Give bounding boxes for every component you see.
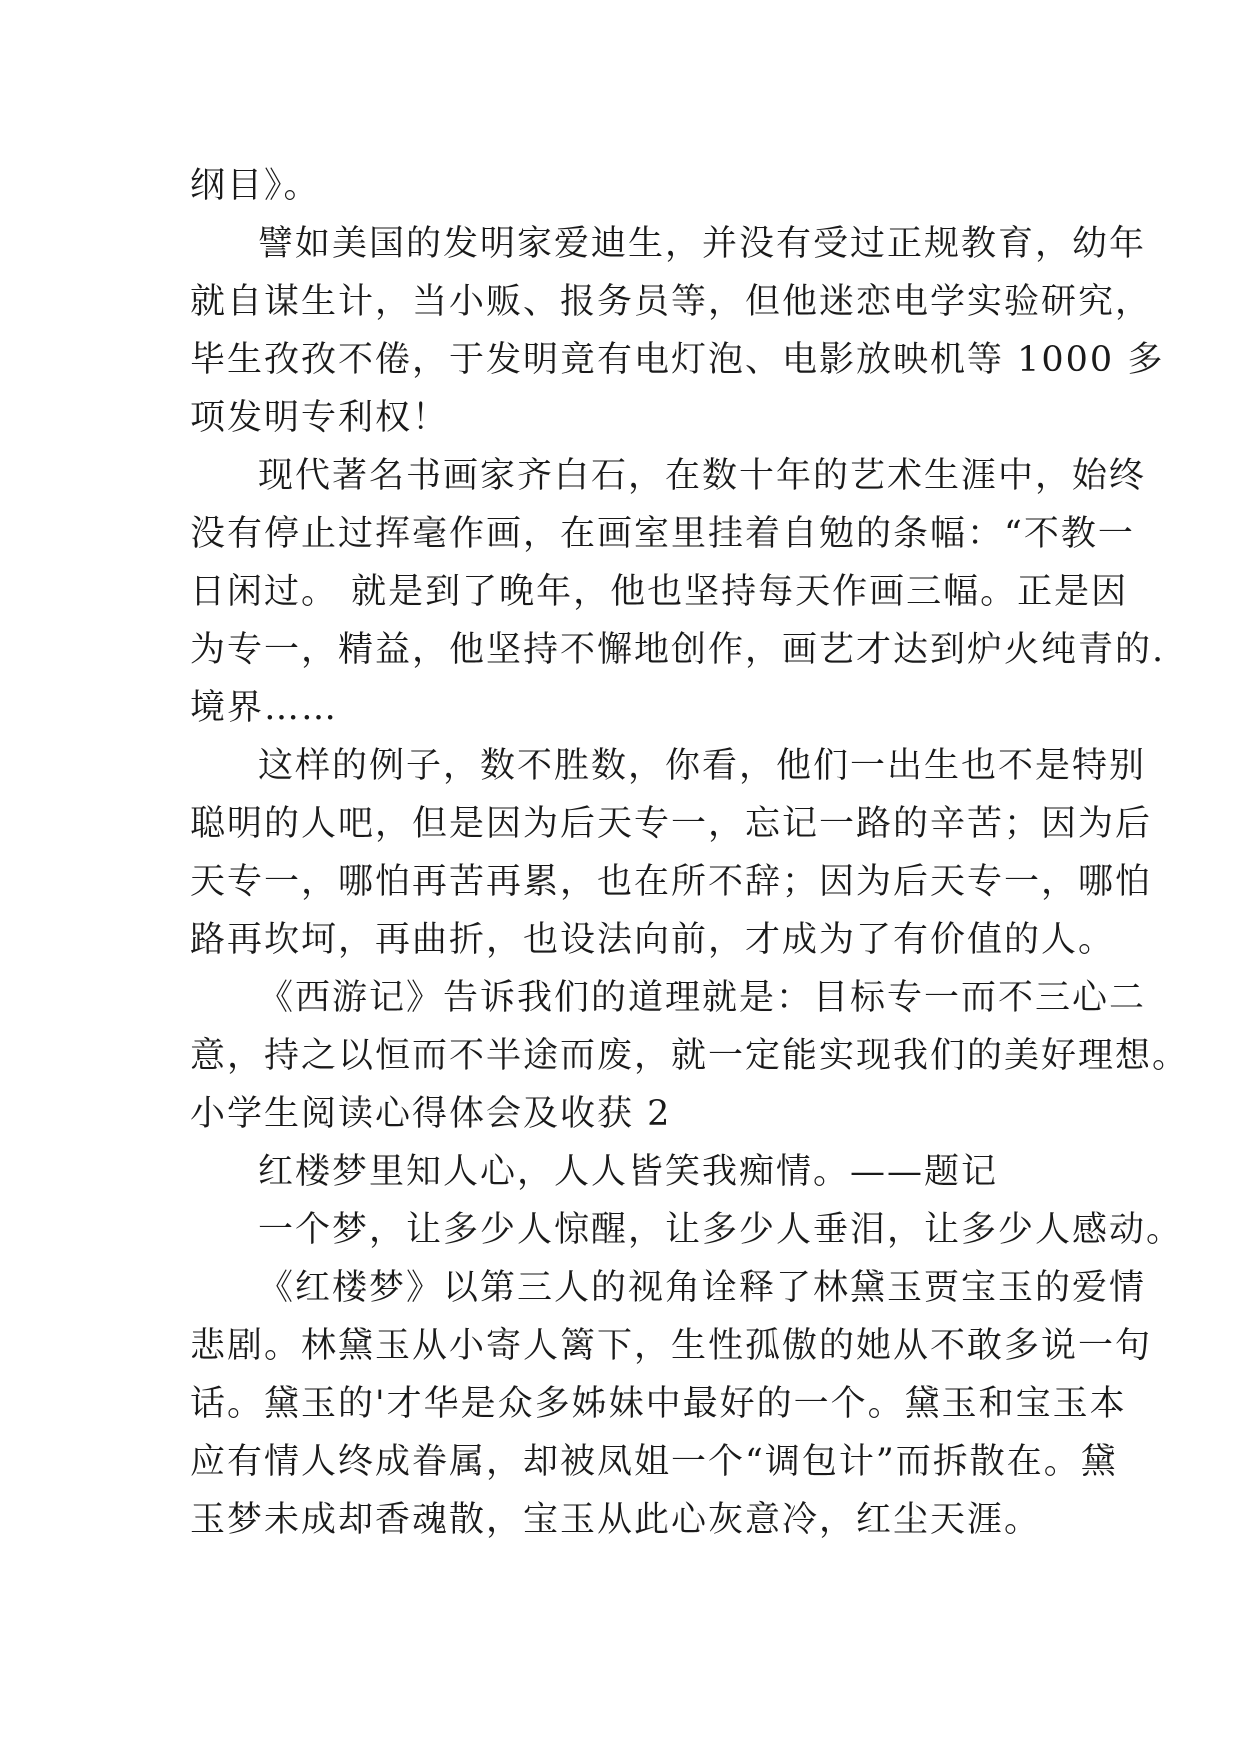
text-line: 红楼梦里知人心，人人皆笑我痴情。——题记 [258,1152,999,1192]
text-line: 为专一，精益，他坚持不懈地创作，画艺才达到炉火纯青的. [190,630,1166,670]
text-line: 应有情人终成眷属，却被凤姐一个“调包计”而拆散在。黛 [190,1442,1118,1482]
text-line: 聪明的人吧，但是因为后天专一，忘记一路的辛苦；因为后 [190,804,1153,844]
text-line: 纲目》。 [190,166,321,206]
text-line: 现代著名书画家齐白石，在数十年的艺术生涯中，始终 [258,456,1147,496]
section-heading: 小学生阅读心得体会及收获 2 [190,1094,672,1134]
text-line: 玉梦未成却香魂散，宝玉从此心灰意冷，红尘天涯。 [190,1500,1042,1540]
text-line: 悲剧。林黛玉从小寄人篱下，生性孤傲的她从不敢多说一句 [190,1326,1153,1366]
text-line: 《红楼梦》以第三人的视角诠释了林黛玉贾宝玉的爱情 [258,1268,1147,1308]
text-line: 毕生孜孜不倦，于发明竟有电灯泡、电影放映机等 1000 多 [190,340,1165,380]
text-line: 项发明专利权！ [190,398,450,438]
text-line: 意，持之以恒而不半途而废，就一定能实现我们的美好理想。 [190,1036,1190,1076]
text-line: 一个梦，让多少人惊醒，让多少人垂泪，让多少人感动。 [258,1210,1184,1250]
text-line: 天专一，哪怕再苦再累，也在所不辞；因为后天专一，哪怕 [190,862,1153,902]
text-line: 境界…… [190,688,339,728]
text-line: 日闲过。 就是到了晚年，他也坚持每天作画三幅。正是因 [190,572,1129,612]
text-line: 话。黛玉的'才华是众多姊妹中最好的一个。黛玉和宝玉本 [190,1384,1127,1424]
text-line: 路再坎坷，再曲折，也设法向前，才成为了有价值的人。 [190,920,1116,960]
text-line: 没有停止过挥毫作画，在画室里挂着自勉的条幅：“不教一 [190,514,1135,554]
text-line: 就自谋生计，当小贩、报务员等，但他迷恋电学实验研究， [190,282,1153,322]
text-line: 譬如美国的发明家爱迪生，并没有受过正规教育，幼年 [258,224,1147,264]
text-line: 《西游记》告诉我们的道理就是：目标专一而不三心二 [258,978,1147,1018]
text-line: 这样的例子，数不胜数，你看，他们一出生也不是特别 [258,746,1147,786]
